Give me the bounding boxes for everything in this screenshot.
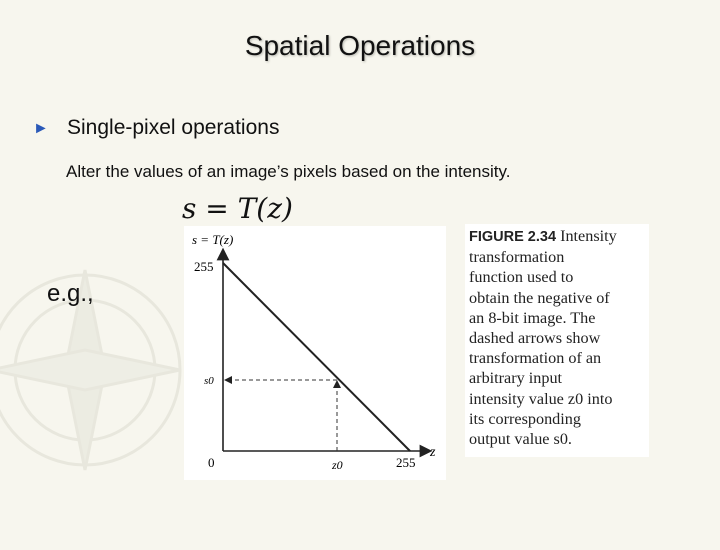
description-text: Alter the values of an image’s pixels based on the intensity. bbox=[66, 162, 511, 181]
caption-line: obtain the negative of bbox=[469, 288, 610, 307]
caption-line: function used to bbox=[469, 268, 574, 287]
caption-first-line bbox=[469, 226, 649, 247]
x-marker-label: z0 bbox=[332, 458, 343, 472]
caption-line: dashed arrows show bbox=[469, 329, 601, 348]
caption-line: an 8-bit image. The bbox=[469, 308, 596, 327]
bullet-text: Single-pixel operations bbox=[67, 116, 280, 139]
caption-line: intensity value z0 into bbox=[469, 389, 613, 408]
formula: s = T(z) bbox=[182, 192, 293, 225]
y-marker-label: s0 bbox=[204, 375, 214, 387]
bullet-arrow-icon: ► bbox=[33, 120, 49, 137]
x-axis-title: z bbox=[430, 445, 436, 460]
negative-transform-line bbox=[223, 263, 410, 451]
caption-line: its corresponding bbox=[469, 409, 581, 428]
caption-lines bbox=[469, 247, 649, 449]
compass-watermark-icon bbox=[0, 250, 200, 550]
caption-line: transformation of an bbox=[469, 349, 602, 368]
slide-title: Spatial Operations bbox=[244, 30, 476, 61]
caption-line: output value s0. bbox=[469, 430, 572, 449]
transformation-graph bbox=[184, 226, 446, 480]
y-axis-title: s = T(z) bbox=[192, 232, 234, 247]
example-label: e.g., bbox=[47, 280, 94, 307]
caption-first-word: Intensity bbox=[560, 227, 617, 245]
graph-svg bbox=[184, 226, 446, 480]
caption-line: arbitrary input bbox=[469, 369, 563, 388]
caption-line: transformation bbox=[469, 248, 565, 267]
y-max-label: 255 bbox=[194, 259, 214, 274]
figure-caption bbox=[465, 224, 649, 457]
caption-figure-label: FIGURE 2.34 bbox=[469, 229, 557, 245]
origin-label: 0 bbox=[208, 455, 215, 470]
x-max-label: 255 bbox=[396, 455, 416, 470]
